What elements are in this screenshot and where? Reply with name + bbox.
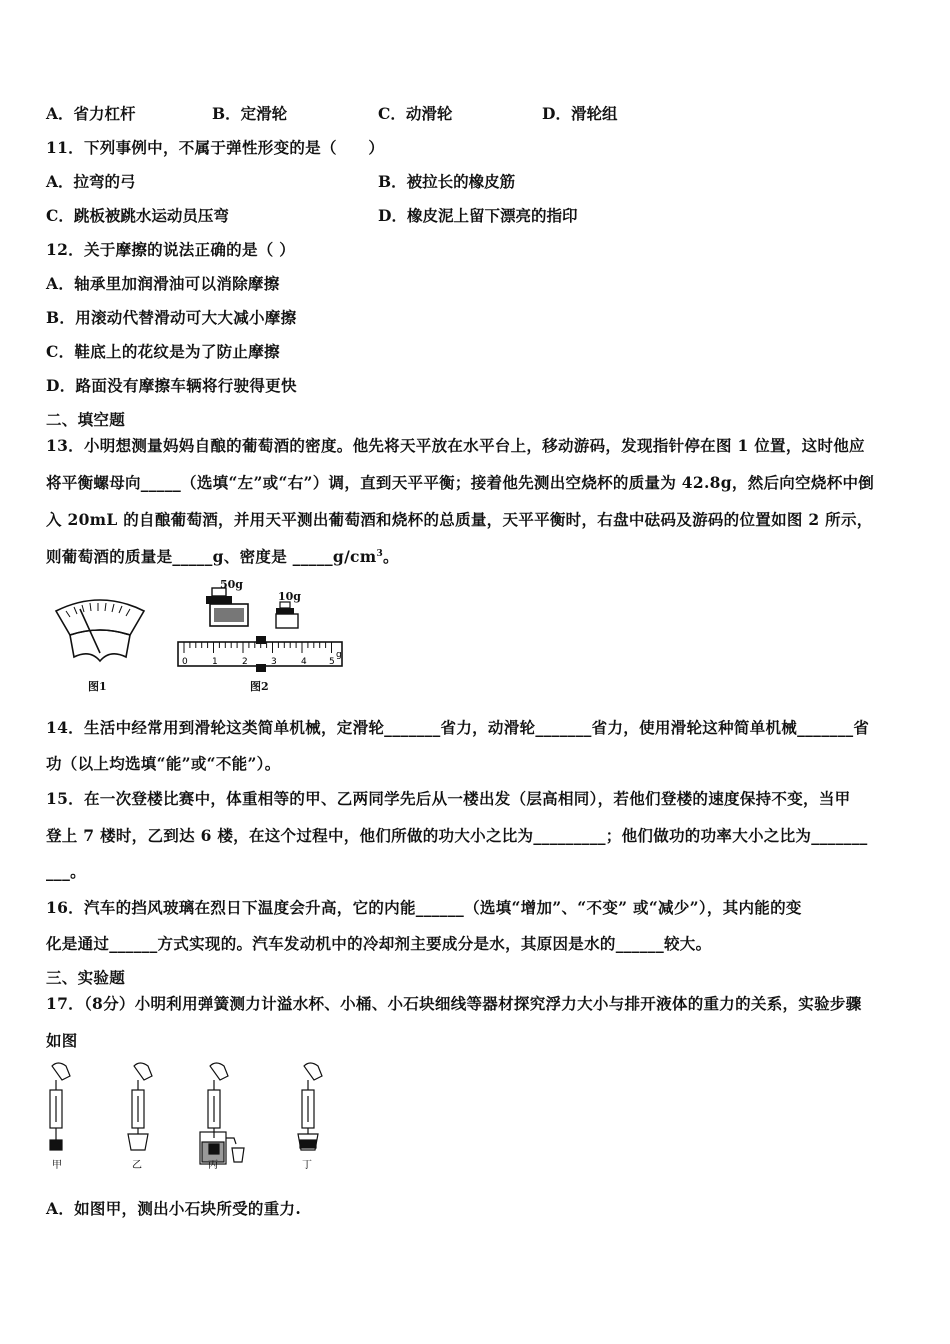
q11-option-a: A．拉弯的弓 <box>46 172 136 191</box>
q13-line-4-text: 则葡萄酒的质量是_____g、密度是 _____g/cm <box>46 547 377 566</box>
fig1-label: 图1 <box>88 680 107 693</box>
weight-50g-label: 50g <box>220 578 243 591</box>
q17-step-a: A．如图甲，测出小石块所受的重力. <box>46 1199 302 1218</box>
q17-label-jia: 甲 <box>52 1160 62 1170</box>
fig1-balance-scale <box>50 595 150 670</box>
ruler-tick-0: 0 <box>182 657 188 667</box>
section-fill-blank-heading: 二、填空题 <box>46 410 126 429</box>
ruler-tick-3: 3 <box>271 657 277 667</box>
q11-option-c: C．跳板被跳水运动员压弯 <box>46 206 229 225</box>
q14-line-1: 14．生活中经常用到滑轮这类简单机械，定滑轮_______省力，动滑轮_______省力，使用滑轮这种简单机械_______省 <box>46 718 870 737</box>
q15-line-2: 登上 7 楼时，乙到达 6 楼，在这个过程中，他们所做的功大小之比为_________；他们做功的功率大小之比为_______ <box>46 826 868 845</box>
q16-line-2: 化是通过______方式实现的。汽车发动机中的冷却剂主要成分是水，其原因是水的______较大。 <box>46 934 712 953</box>
q12-option-a: A．轴承里加润滑油可以消除摩擦 <box>46 274 280 293</box>
q17-line-2: 如图 <box>46 1031 78 1050</box>
q10-option-c: C．动滑轮 <box>378 104 453 123</box>
q13-line-3: 入 20mL 的自酿葡萄酒，并用天平测出葡萄酒和烧杯的总质量，天平平衡时，右盘中砝码及游码的位置如图 2 所示， <box>46 510 873 529</box>
q13-line-2: 将平衡螺母向_____（选填“左”或“右”）调，直到天平平衡；接着他先测出空烧杯的质量为 42.8g，然后向空烧杯中倒 <box>46 473 875 492</box>
q10-option-a: A．省力杠杆 <box>46 104 136 123</box>
q15-line-3: ___。 <box>46 862 86 881</box>
q11-option-b: B．被拉长的橡皮筋 <box>378 172 516 191</box>
q14-line-2: 功（以上均选填“能”或“不能”）。 <box>46 754 281 773</box>
q17-apparatus-figure <box>40 1060 340 1170</box>
q11-stem: 11．下列事例中，不属于弹性形变的是（ ） <box>46 138 385 157</box>
weight-10g-label: 10g <box>278 590 301 603</box>
q17-label-ding: 丁 <box>302 1160 312 1170</box>
q16-line-1: 16．汽车的挡风玻璃在烈日下温度会升高，它的内能______（选填“增加”、“不变” 或“减少”），其内能的变 <box>46 898 802 917</box>
q12-option-c: C．鞋底上的花纹是为了防止摩擦 <box>46 342 280 361</box>
q10-option-d: D．滑轮组 <box>542 104 618 123</box>
ruler-tick-5: 5 <box>329 657 335 667</box>
ruler-unit: g <box>336 650 342 660</box>
fig2-label: 图2 <box>250 680 269 693</box>
q12-option-b: B．用滚动代替滑动可大大减小摩擦 <box>46 308 297 327</box>
q17-line-1: 17．（8分）小明利用弹簧测力计溢水杯、小桶、小石块细线等器材探究浮力大小与排开液体的重力的关系，实验步骤 <box>46 994 862 1013</box>
q12-stem: 12．关于摩擦的说法正确的是（ ） <box>46 240 296 259</box>
fig2-weights-and-scale <box>172 574 352 674</box>
q17-label-yi: 乙 <box>132 1160 142 1170</box>
ruler-tick-1: 1 <box>212 657 218 667</box>
q11-option-d: D．橡皮泥上留下漂亮的指印 <box>378 206 578 225</box>
q13-line-4-end: 。 <box>383 547 399 566</box>
q17-label-bing: 丙 <box>208 1160 218 1170</box>
q13-line-4 <box>46 545 399 567</box>
q13-cubic-superscript: 3 <box>376 548 384 559</box>
q13-line-1: 13．小明想测量妈妈自酿的葡萄酒的密度。他先将天平放在水平台上，移动游码，发现指针停在图 1 位置，这时他应 <box>46 436 865 455</box>
section-experiment-heading: 三、实验题 <box>46 968 126 987</box>
q10-option-b: B．定滑轮 <box>212 104 288 123</box>
ruler-tick-4: 4 <box>301 657 307 667</box>
ruler-tick-2: 2 <box>242 657 248 667</box>
q15-line-1: 15．在一次登楼比赛中，体重相等的甲、乙两同学先后从一楼出发（层高相同），若他们登楼的速度保持不变，当甲 <box>46 789 851 808</box>
q12-option-d: D．路面没有摩擦车辆将行驶得更快 <box>46 376 297 395</box>
